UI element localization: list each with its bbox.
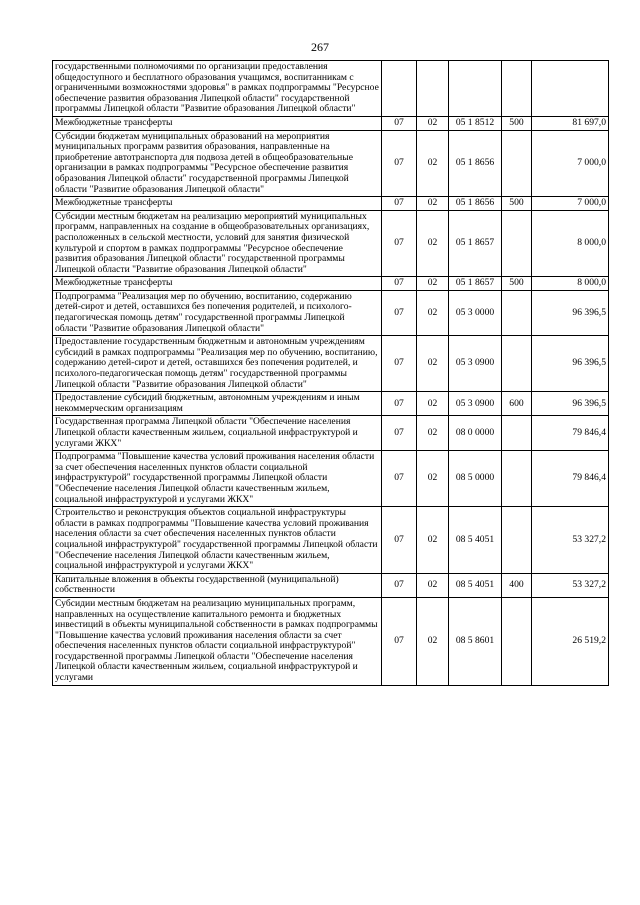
row-target-article-code: 05 3 0900 <box>449 392 502 416</box>
row-subsection-code: 02 <box>417 290 449 335</box>
row-description: Субсидии бюджетам муниципальных образований на мероприятия муниципальных программ развития образования, направленные на приобретение автотранспорта для подвоза детей в общеобразовательные организации в рамках подпрограммы "Ресурсное обеспечение развития образования Липецкой области" государственной программы Липецкой области "Развитие образования Липецкой области" <box>53 130 382 197</box>
row-amount: 96 396,5 <box>532 336 609 392</box>
row-amount: 8 000,0 <box>532 210 609 277</box>
row-description: Строительство и реконструкция объектов социальной инфраструктуры области в рамках подпрограммы "Повышение качества условий проживания населения области за счет обеспечения населенных пунктов области социальной инфраструктурой" государственной программы Липецкой области "Обеспечение населения Липецкой области качественным жильем, социальной инфраструктурой и услугами ЖКХ" <box>53 507 382 574</box>
row-section-code: 07 <box>382 277 417 291</box>
row-description: Предоставление государственным бюджетным и автономным учреждениям субсидий в рамках подпрограммы "Реализация мер по обучению, воспитанию, содержанию детей-сирот и детей, оставшихся без попечения родителей, и психолого-педагогическая помощь детям" государственной программы Липецкой области "Развитие образования Липецкой области" <box>53 336 382 392</box>
row-description: Субсидии местным бюджетам на реализацию муниципальных программ, направленных на осуществление капитального ремонта и бюджетных инвестиций в объекты муниципальной собственности в рамках подпрограммы "Повышение качества условий проживания населения области за счет обеспечения населенных пунктов области социальной инфраструктурой" государственной программы Липецкой области "Обеспечение населения Липецкой области качественным жильем, социальной инфраструктурой и услугами <box>53 597 382 685</box>
row-subsection-code: 02 <box>417 451 449 507</box>
row-expense-type-code <box>502 597 532 685</box>
row-expense-type-code: 500 <box>502 116 532 130</box>
row-amount: 96 396,5 <box>532 290 609 335</box>
row-section-code: 07 <box>382 197 417 211</box>
row-amount <box>532 61 609 117</box>
row-amount: 53 327,2 <box>532 573 609 597</box>
row-expense-type-code <box>502 451 532 507</box>
row-description: государственными полномочиями по организации предоставления общедоступного и бесплатного образования учащимся, воспитанникам с ограниченными возможностями здоровья" в рамках подпрограммы "Ресурсное обеспечение развития образования Липецкой области" государственной программы Липецкой области "Развитие образования Липецкой области" <box>53 61 382 117</box>
row-section-code: 07 <box>382 573 417 597</box>
row-section-code: 07 <box>382 597 417 685</box>
table-row <box>53 597 609 685</box>
row-target-article-code: 08 5 0000 <box>449 451 502 507</box>
row-amount: 26 519,2 <box>532 597 609 685</box>
row-section-code: 07 <box>382 210 417 277</box>
row-expense-type-code <box>502 507 532 574</box>
row-amount: 79 846,4 <box>532 416 609 451</box>
row-subsection-code: 02 <box>417 573 449 597</box>
row-description: Межбюджетные трансферты <box>53 197 382 211</box>
row-target-article-code: 08 0 0000 <box>449 416 502 451</box>
row-description: Подпрограмма "Реализация мер по обучению, воспитанию, содержанию детей-сирот и детей, оставшихся без попечения родителей, и психолого-педагогическая помощь детям" государственной программы Липецкой области "Развитие образования Липецкой области" <box>53 290 382 335</box>
table-row <box>53 392 609 416</box>
row-target-article-code: 05 3 0900 <box>449 336 502 392</box>
budget-table-body <box>53 61 609 686</box>
row-amount: 81 697,0 <box>532 116 609 130</box>
row-subsection-code: 02 <box>417 197 449 211</box>
row-target-article-code: 05 1 8657 <box>449 210 502 277</box>
row-expense-type-code: 400 <box>502 573 532 597</box>
row-expense-type-code <box>502 416 532 451</box>
row-section-code: 07 <box>382 290 417 335</box>
row-subsection-code: 02 <box>417 597 449 685</box>
row-target-article-code: 05 1 8656 <box>449 130 502 197</box>
row-section-code: 07 <box>382 416 417 451</box>
row-section-code: 07 <box>382 451 417 507</box>
row-section-code: 07 <box>382 336 417 392</box>
row-target-article-code: 08 5 4051 <box>449 507 502 574</box>
table-row <box>53 416 609 451</box>
row-description: Капитальные вложения в объекты государственной (муниципальной) собственности <box>53 573 382 597</box>
row-section-code: 07 <box>382 392 417 416</box>
row-expense-type-code: 500 <box>502 277 532 291</box>
row-subsection-code: 02 <box>417 392 449 416</box>
row-subsection-code: 02 <box>417 336 449 392</box>
row-target-article-code <box>449 61 502 117</box>
row-description: Предоставление субсидий бюджетным, автономным учреждениям и иным некоммерческим организациям <box>53 392 382 416</box>
row-target-article-code: 05 1 8657 <box>449 277 502 291</box>
row-description: Межбюджетные трансферты <box>53 277 382 291</box>
table-row <box>53 336 609 392</box>
table-row <box>53 290 609 335</box>
row-amount: 7 000,0 <box>532 197 609 211</box>
table-row <box>53 130 609 197</box>
row-target-article-code: 08 5 4051 <box>449 573 502 597</box>
row-subsection-code <box>417 61 449 117</box>
row-description: Субсидии местным бюджетам на реализацию мероприятий муниципальных программ, направленных на создание в общеобразовательных организациях, расположенных в сельской местности, условий для занятия физической культурой и спортом в рамках подпрограммы "Ресурсное обеспечение развития образования Липецкой области" государственной программы Липецкой области "Развитие образования Липецкой области" <box>53 210 382 277</box>
table-row <box>53 507 609 574</box>
table-row <box>53 573 609 597</box>
row-section-code <box>382 61 417 117</box>
budget-table <box>52 60 609 686</box>
row-section-code: 07 <box>382 116 417 130</box>
row-expense-type-code <box>502 130 532 197</box>
table-row <box>53 451 609 507</box>
row-expense-type-code <box>502 290 532 335</box>
row-description: Межбюджетные трансферты <box>53 116 382 130</box>
row-expense-type-code <box>502 210 532 277</box>
row-amount: 96 396,5 <box>532 392 609 416</box>
row-description: Государственная программа Липецкой области "Обеспечение населения Липецкой области качественным жильем, социальной инфраструктурой и услугами ЖКХ" <box>53 416 382 451</box>
row-section-code: 07 <box>382 130 417 197</box>
row-amount: 7 000,0 <box>532 130 609 197</box>
row-target-article-code: 08 5 8601 <box>449 597 502 685</box>
row-target-article-code: 05 3 0000 <box>449 290 502 335</box>
row-description: Подпрограмма "Повышение качества условий проживания населения области за счет обеспечения населенных пунктов области социальной инфраструктурой" государственной программы Липецкой области "Обеспечение населения Липецкой области качественным жильем, социальной инфраструктурой и услугами ЖКХ" <box>53 451 382 507</box>
row-subsection-code: 02 <box>417 416 449 451</box>
row-amount: 53 327,2 <box>532 507 609 574</box>
row-expense-type-code <box>502 61 532 117</box>
row-subsection-code: 02 <box>417 130 449 197</box>
row-subsection-code: 02 <box>417 277 449 291</box>
row-expense-type-code: 600 <box>502 392 532 416</box>
row-expense-type-code <box>502 336 532 392</box>
row-amount: 79 846,4 <box>532 451 609 507</box>
row-expense-type-code: 500 <box>502 197 532 211</box>
row-target-article-code: 05 1 8656 <box>449 197 502 211</box>
row-subsection-code: 02 <box>417 210 449 277</box>
row-subsection-code: 02 <box>417 507 449 574</box>
table-row <box>53 210 609 277</box>
row-amount: 8 000,0 <box>532 277 609 291</box>
table-row <box>53 61 609 117</box>
table-row <box>53 277 609 291</box>
page-number: 267 <box>311 40 329 54</box>
table-row <box>53 116 609 130</box>
row-section-code: 07 <box>382 507 417 574</box>
row-target-article-code: 05 1 8512 <box>449 116 502 130</box>
row-subsection-code: 02 <box>417 116 449 130</box>
table-row <box>53 197 609 211</box>
